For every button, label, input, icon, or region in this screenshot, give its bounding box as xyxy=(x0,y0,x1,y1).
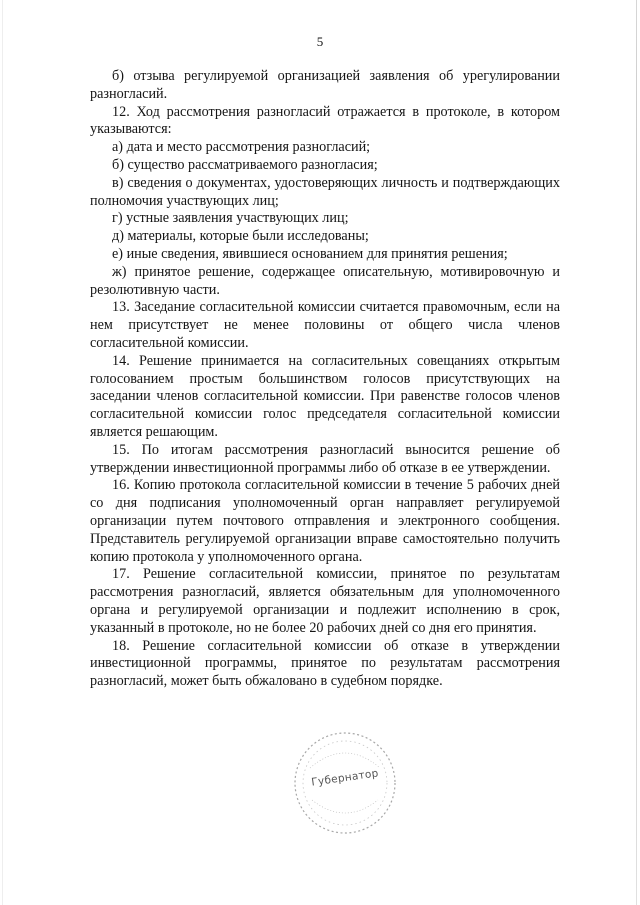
paragraph: б) отзыва регулируемой организацией заявления об урегулировании разногласий. xyxy=(90,68,560,102)
document-body xyxy=(90,68,560,691)
paragraph: 16. Копию протокола согласительной комиссии в течение 5 рабочих дней со дня подписания уполномоченный орган направляет регулируемой организации путем почтового отправления и электронного сообщения. Представитель регулируемой организации вправе самостоятельно получить копию протокола у уполномоченного органа. xyxy=(90,477,560,565)
list-item: б) существо рассматриваемого разногласия; xyxy=(112,156,378,173)
list-item: г) устные заявления участвующих лиц; xyxy=(112,210,349,227)
paragraph: 14. Решение принимается на согласительных совещаниях открытым голосованием простым большинством голосов присутствующих на заседании членов согласительной комиссии. При равенстве голосов членов согласительной комиссии голос председателя согласительной комиссии является решающим. xyxy=(90,352,560,440)
paragraph: 17. Решение согласительной комиссии, принятое по результатам рассмотрения разногласий, является обязательным для уполномоченного органа и регулируемой организации и подлежит исполнению в срок, указанный в протоколе, но не более 20 рабочих дней со дня его принятия. xyxy=(90,566,560,636)
list-item: д) материалы, которые были исследованы; xyxy=(112,228,369,245)
list-item: в) сведения о документах, удостоверяющих личность и подтверждающих полномочия участвующих лиц; xyxy=(90,174,560,209)
scan-edge-right xyxy=(636,0,637,905)
paragraph: 12. Ход рассмотрения разногласий отражается в протоколе, в котором указываются: xyxy=(90,103,560,138)
stamp-label: Губернатор xyxy=(310,767,380,789)
paragraph: 18. Решение согласительной комиссии об отказе в утверждении инвестиционной программы, принятое по результатам рассмотрения разногласий, может быть обжаловано в судебном порядке. xyxy=(90,637,560,690)
list-item: ж) принятое решение, содержащее описательную, мотивировочную и резолютивную части. xyxy=(90,263,560,298)
paragraph: 13. Заседание согласительной комиссии считается правомочным, если на нем присутствует не менее половины от общего числа членов согласительной комиссии. xyxy=(90,299,560,351)
page-number: 5 xyxy=(316,34,324,49)
paragraph: 15. По итогам рассмотрения разногласий выносится решение об утверждении инвестиционной программы либо об отказе в ее утверждении. xyxy=(90,441,560,476)
list-item: а) дата и место рассмотрения разногласий; xyxy=(112,139,371,156)
list-item: е) иные сведения, явившиеся основанием для принятия решения; xyxy=(112,245,508,262)
governor-stamp xyxy=(290,728,400,838)
scan-edge-left xyxy=(2,0,3,905)
